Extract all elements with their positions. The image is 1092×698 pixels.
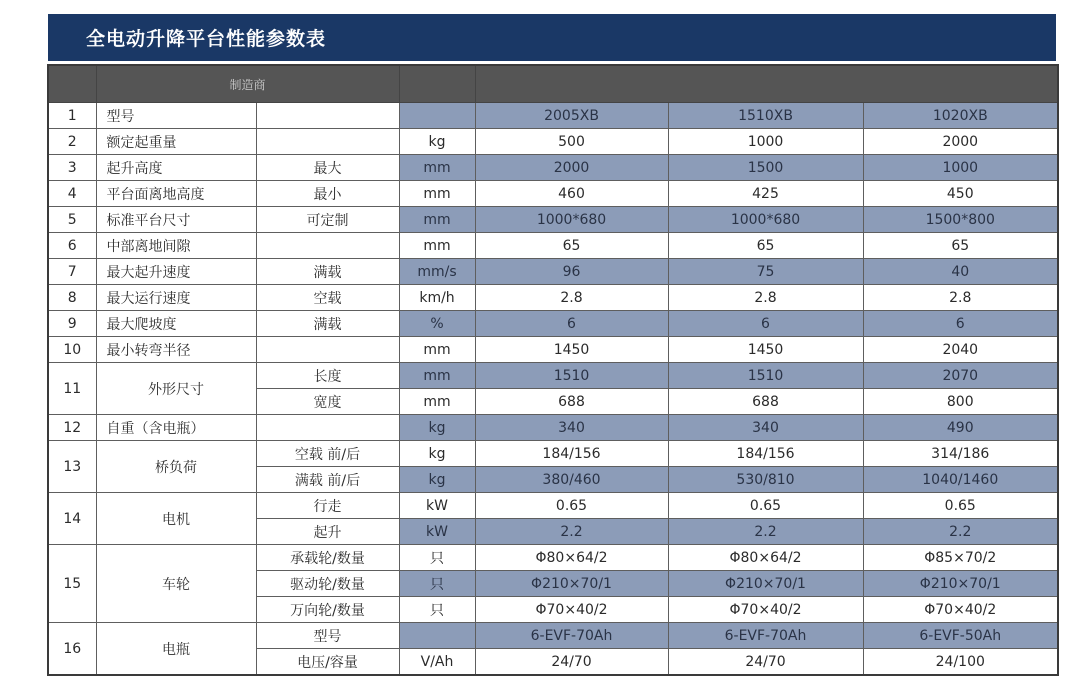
unit-cell: kW	[399, 493, 475, 519]
row-number: 1	[48, 103, 96, 129]
condition-cell	[256, 129, 399, 155]
value-cell: 2000	[863, 129, 1058, 155]
item-name: 电机	[96, 493, 256, 545]
unit-cell: mm/s	[399, 259, 475, 285]
condition-cell	[256, 103, 399, 129]
value-cell: 490	[863, 415, 1058, 441]
item-name: 最小转弯半径	[96, 337, 256, 363]
title-bar	[48, 14, 1056, 61]
value-cell: 450	[863, 181, 1058, 207]
item-name: 桥负荷	[96, 441, 256, 493]
manufacturer-header: 制造商	[96, 65, 399, 103]
value-cell: 1450	[668, 337, 863, 363]
header-no-cell	[48, 65, 96, 103]
unit-cell: 只	[399, 545, 475, 571]
unit-cell: km/h	[399, 285, 475, 311]
row-number: 9	[48, 311, 96, 337]
table-row	[48, 207, 1058, 233]
unit-cell: kg	[399, 441, 475, 467]
value-cell: 2040	[863, 337, 1058, 363]
value-cell: 24/70	[668, 649, 863, 676]
value-cell: 1500*800	[863, 207, 1058, 233]
row-number: 13	[48, 441, 96, 493]
value-cell: 40	[863, 259, 1058, 285]
value-cell: 530/810	[668, 467, 863, 493]
condition-cell: 型号	[256, 623, 399, 649]
item-name: 最大爬坡度	[96, 311, 256, 337]
value-cell: 425	[668, 181, 863, 207]
item-name: 起升高度	[96, 155, 256, 181]
value-cell: Φ210×70/1	[668, 571, 863, 597]
item-name: 平台面离地高度	[96, 181, 256, 207]
item-name: 型号	[96, 103, 256, 129]
unit-cell: mm	[399, 207, 475, 233]
value-cell: 65	[668, 233, 863, 259]
item-name: 最大运行速度	[96, 285, 256, 311]
condition-cell: 满载 前/后	[256, 467, 399, 493]
table-header-row	[48, 65, 1058, 103]
value-cell: 6	[475, 311, 668, 337]
spec-table	[47, 64, 1059, 676]
value-cell: 6-EVF-50Ah	[863, 623, 1058, 649]
table-row	[48, 623, 1058, 649]
value-cell: 1000	[863, 155, 1058, 181]
unit-cell: kg	[399, 129, 475, 155]
value-cell: Φ210×70/1	[863, 571, 1058, 597]
item-name: 外形尺寸	[96, 363, 256, 415]
value-cell: 460	[475, 181, 668, 207]
value-cell: 1020XB	[863, 103, 1058, 129]
unit-cell: V/Ah	[399, 649, 475, 676]
item-name: 中部离地间隙	[96, 233, 256, 259]
condition-cell: 满载	[256, 259, 399, 285]
table-row	[48, 233, 1058, 259]
unit-cell: kW	[399, 519, 475, 545]
value-cell: 2.2	[668, 519, 863, 545]
value-cell: Φ80×64/2	[668, 545, 863, 571]
row-number: 7	[48, 259, 96, 285]
unit-cell: mm	[399, 337, 475, 363]
unit-cell: 只	[399, 571, 475, 597]
value-cell: 2.2	[863, 519, 1058, 545]
condition-cell: 宽度	[256, 389, 399, 415]
table-row	[48, 155, 1058, 181]
value-cell: 688	[668, 389, 863, 415]
value-cell: 6	[668, 311, 863, 337]
value-cell: 0.65	[475, 493, 668, 519]
condition-cell: 满载	[256, 311, 399, 337]
item-name: 标准平台尺寸	[96, 207, 256, 233]
table-row	[48, 311, 1058, 337]
header-unit-cell	[399, 65, 475, 103]
value-cell: 1510	[475, 363, 668, 389]
condition-cell: 可定制	[256, 207, 399, 233]
value-cell: 24/70	[475, 649, 668, 676]
value-cell: Φ70×40/2	[668, 597, 863, 623]
unit-cell: mm	[399, 363, 475, 389]
row-number: 3	[48, 155, 96, 181]
condition-cell: 万向轮/数量	[256, 597, 399, 623]
unit-cell: mm	[399, 155, 475, 181]
unit-cell: %	[399, 311, 475, 337]
value-cell: 500	[475, 129, 668, 155]
item-name: 电瓶	[96, 623, 256, 676]
value-cell: 1450	[475, 337, 668, 363]
table-row	[48, 337, 1058, 363]
value-cell: 1000	[668, 129, 863, 155]
unit-cell: mm	[399, 389, 475, 415]
condition-cell: 最大	[256, 155, 399, 181]
table-row	[48, 363, 1058, 389]
item-name: 额定起重量	[96, 129, 256, 155]
row-number: 11	[48, 363, 96, 415]
condition-cell: 长度	[256, 363, 399, 389]
value-cell: Φ70×40/2	[475, 597, 668, 623]
header-models-cell	[475, 65, 1058, 103]
row-number: 2	[48, 129, 96, 155]
value-cell: 2.2	[475, 519, 668, 545]
value-cell: 2070	[863, 363, 1058, 389]
row-number: 5	[48, 207, 96, 233]
condition-cell: 电压/容量	[256, 649, 399, 676]
value-cell: 1040/1460	[863, 467, 1058, 493]
condition-cell: 空载	[256, 285, 399, 311]
table-row	[48, 441, 1058, 467]
value-cell: 65	[475, 233, 668, 259]
value-cell: 1000*680	[475, 207, 668, 233]
value-cell: Φ85×70/2	[863, 545, 1058, 571]
item-name: 自重（含电瓶）	[96, 415, 256, 441]
table-row	[48, 181, 1058, 207]
value-cell: 6-EVF-70Ah	[475, 623, 668, 649]
value-cell: Φ80×64/2	[475, 545, 668, 571]
value-cell: 6-EVF-70Ah	[668, 623, 863, 649]
condition-cell: 驱动轮/数量	[256, 571, 399, 597]
condition-cell	[256, 415, 399, 441]
condition-cell: 空载 前/后	[256, 441, 399, 467]
table-row	[48, 415, 1058, 441]
unit-cell: kg	[399, 415, 475, 441]
condition-cell: 承载轮/数量	[256, 545, 399, 571]
value-cell: 2.8	[863, 285, 1058, 311]
condition-cell: 行走	[256, 493, 399, 519]
value-cell: 0.65	[668, 493, 863, 519]
table-row	[48, 259, 1058, 285]
value-cell: 184/156	[475, 441, 668, 467]
value-cell: 340	[475, 415, 668, 441]
value-cell: 1510	[668, 363, 863, 389]
value-cell: 2.8	[475, 285, 668, 311]
value-cell: 1000*680	[668, 207, 863, 233]
row-number: 6	[48, 233, 96, 259]
value-cell: 24/100	[863, 649, 1058, 676]
row-number: 16	[48, 623, 96, 676]
table-row	[48, 285, 1058, 311]
row-number: 4	[48, 181, 96, 207]
table-row	[48, 129, 1058, 155]
value-cell: 340	[668, 415, 863, 441]
item-name: 最大起升速度	[96, 259, 256, 285]
value-cell: 800	[863, 389, 1058, 415]
value-cell: Φ70×40/2	[863, 597, 1058, 623]
value-cell: 6	[863, 311, 1058, 337]
condition-cell	[256, 337, 399, 363]
table-row	[48, 103, 1058, 129]
value-cell: 2.8	[668, 285, 863, 311]
unit-cell	[399, 103, 475, 129]
value-cell: Φ210×70/1	[475, 571, 668, 597]
unit-cell: mm	[399, 181, 475, 207]
row-number: 14	[48, 493, 96, 545]
value-cell: 0.65	[863, 493, 1058, 519]
unit-cell: mm	[399, 233, 475, 259]
row-number: 8	[48, 285, 96, 311]
value-cell: 688	[475, 389, 668, 415]
item-name: 车轮	[96, 545, 256, 623]
value-cell: 75	[668, 259, 863, 285]
value-cell: 96	[475, 259, 668, 285]
row-number: 12	[48, 415, 96, 441]
table-row	[48, 545, 1058, 571]
unit-cell	[399, 623, 475, 649]
unit-cell: 只	[399, 597, 475, 623]
condition-cell: 起升	[256, 519, 399, 545]
value-cell: 2000	[475, 155, 668, 181]
value-cell: 65	[863, 233, 1058, 259]
value-cell: 314/186	[863, 441, 1058, 467]
row-number: 10	[48, 337, 96, 363]
page-title: 全电动升降平台性能参数表	[86, 28, 327, 50]
value-cell: 1510XB	[668, 103, 863, 129]
value-cell: 2005XB	[475, 103, 668, 129]
row-number: 15	[48, 545, 96, 623]
value-cell: 184/156	[668, 441, 863, 467]
value-cell: 380/460	[475, 467, 668, 493]
table-row	[48, 493, 1058, 519]
value-cell: 1500	[668, 155, 863, 181]
condition-cell: 最小	[256, 181, 399, 207]
unit-cell: kg	[399, 467, 475, 493]
condition-cell	[256, 233, 399, 259]
